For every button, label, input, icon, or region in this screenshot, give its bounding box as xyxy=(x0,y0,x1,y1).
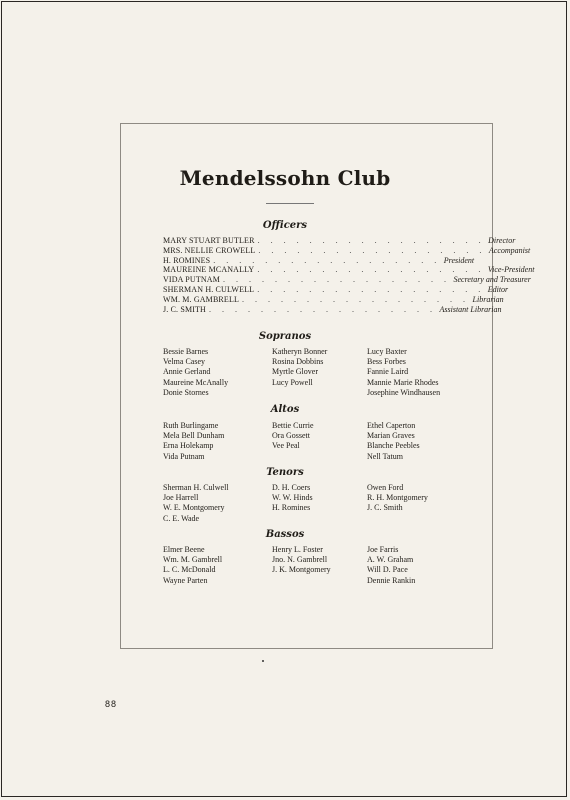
bassos-column-3 xyxy=(367,545,415,586)
member-name: Dennie Rankin xyxy=(367,575,416,585)
member-name: Erna Holekamp xyxy=(163,441,214,451)
member-name: A. W. Graham xyxy=(367,555,414,565)
officer-row xyxy=(163,275,531,285)
officers-heading: Officers xyxy=(262,220,308,231)
member-name: Lucy Baxter xyxy=(367,347,407,356)
altos-column-3 xyxy=(367,421,420,462)
member-name: Mela Bell Dunham xyxy=(163,431,225,441)
leader-dots: . . . . . . . . . . . . . . . . . . xyxy=(242,294,470,304)
member-name: Bettie Currie xyxy=(272,421,314,430)
ink-speck xyxy=(262,660,264,662)
tenors-column-2 xyxy=(272,483,313,514)
officer-name: MAUREINE MCANALLY xyxy=(163,265,255,275)
member-name: Vida Putnam xyxy=(163,451,205,461)
bassos-column-1 xyxy=(163,545,222,586)
member-name: Donie Stornes xyxy=(163,387,209,397)
leader-dots: . . . . . . . . . . . . . . . . . . xyxy=(213,255,441,265)
officer-name: VIDA PUTNAM xyxy=(163,275,220,285)
member-name: Bess Forbes xyxy=(367,357,406,367)
title-rule xyxy=(266,203,314,204)
member-name: Nell Tatum xyxy=(367,451,403,461)
leader-dots: . . . . . . . . . . . . . . . . . . xyxy=(257,265,485,275)
officer-title: Vice-President xyxy=(487,265,535,275)
member-name: Ora Gossett xyxy=(272,431,310,441)
officer-row xyxy=(163,284,509,295)
tenors-column-1 xyxy=(163,483,229,524)
leader-dots: . . . . . . . . . . . . . . . . . . xyxy=(258,245,486,255)
member-name: Wayne Parten xyxy=(163,575,208,585)
member-name: Josephine Windhausen xyxy=(367,387,441,397)
member-name: Bessie Barnes xyxy=(163,347,209,356)
officer-row xyxy=(163,265,535,275)
officer-row xyxy=(163,245,531,256)
officer-name: J. C. SMITH xyxy=(163,304,206,314)
officer-row xyxy=(163,236,516,246)
member-name: Katheryn Bonner xyxy=(272,347,328,356)
member-name: Joe Harrell xyxy=(163,493,199,503)
bassos-heading: Bassos xyxy=(265,529,305,540)
tenors-column-3 xyxy=(367,483,428,514)
officer-row xyxy=(163,294,504,305)
member-name: Ethel Caperton xyxy=(367,421,416,430)
member-name: Ruth Burlingame xyxy=(163,421,219,430)
officer-title: Secretary and Treasurer xyxy=(453,275,531,285)
member-name: Will D. Pace xyxy=(367,565,408,575)
member-name: D. H. Coers xyxy=(272,483,311,492)
member-name: Vee Peal xyxy=(272,441,300,451)
sopranos-column-1 xyxy=(163,347,228,398)
leader-dots: . . . . . . . . . . . . . . . . . . xyxy=(257,236,486,245)
member-name: Wm. M. Gambrell xyxy=(163,555,223,565)
officer-name: SHERMAN H. CULWELL xyxy=(163,284,255,294)
officer-name: MRS. NELLIE CROWELL xyxy=(163,245,256,255)
member-name: Owen Ford xyxy=(367,483,404,492)
member-name: Lucy Powell xyxy=(272,377,313,387)
officer-title: Librarian xyxy=(472,294,504,304)
altos-column-1 xyxy=(163,421,224,462)
sopranos-column-3 xyxy=(367,347,440,398)
officer-name: H. ROMINES xyxy=(163,255,211,265)
member-name: Jno. N. Gambrell xyxy=(272,555,328,565)
officer-name: MARY STUART BUTLER xyxy=(163,236,255,245)
member-name: Rosina Dobbins xyxy=(272,357,324,367)
altos-column-2 xyxy=(272,421,314,452)
leader-dots: . . . . . . . . . . . . . . . . . . xyxy=(223,275,451,285)
member-name: L. C. McDonald xyxy=(163,565,216,575)
member-name: J. K. Montgomery xyxy=(272,565,331,575)
officer-title: Editor xyxy=(487,284,509,294)
bassos-column-2 xyxy=(272,545,331,576)
member-name: Fannie Laird xyxy=(367,367,409,377)
officers-list xyxy=(163,236,535,314)
member-name: C. E. Wade xyxy=(163,513,200,523)
member-name: Blanche Peebles xyxy=(367,441,420,451)
member-name: Mannie Marie Rhodes xyxy=(367,377,439,387)
member-name: Sherman H. Culwell xyxy=(163,483,229,492)
member-name: Velma Casey xyxy=(163,357,205,367)
member-name: Maureine McAnally xyxy=(163,377,229,387)
officer-title: Accompanist xyxy=(488,245,531,255)
member-name: H. Romines xyxy=(272,503,311,513)
member-name: Marian Graves xyxy=(367,431,415,441)
leader-dots: . . . . . . . . . . . . . . . . . . xyxy=(257,284,485,294)
page-number: 88 xyxy=(105,699,118,709)
officer-row xyxy=(163,255,475,266)
member-name: W. W. Hinds xyxy=(272,493,313,503)
sopranos-heading: Sopranos xyxy=(258,331,312,342)
member-name: Annie Gerland xyxy=(163,367,211,377)
member-name: Henry L. Foster xyxy=(272,545,323,554)
officer-title: Assistant Librarian xyxy=(439,304,502,314)
member-name: Joe Farris xyxy=(367,545,399,554)
tenors-heading: Tenors xyxy=(266,467,304,478)
officer-name: WM. M. GAMBRELL xyxy=(163,294,240,304)
member-name: W. E. Montgomery xyxy=(163,503,225,513)
member-name: Elmer Beene xyxy=(163,545,205,554)
officer-row xyxy=(163,304,502,315)
member-name: R. H. Montgomery xyxy=(367,493,428,503)
member-name: Myrtle Glover xyxy=(272,367,318,377)
sopranos-column-2 xyxy=(272,347,327,388)
member-name: J. C. Smith xyxy=(367,503,403,513)
altos-heading: Altos xyxy=(270,404,300,415)
leader-dots: . . . . . . . . . . . . . . . . . . xyxy=(209,304,437,314)
officer-title: President xyxy=(443,255,475,265)
officer-title: Director xyxy=(488,236,516,245)
page-title: Mendelssohn Club xyxy=(179,166,391,190)
